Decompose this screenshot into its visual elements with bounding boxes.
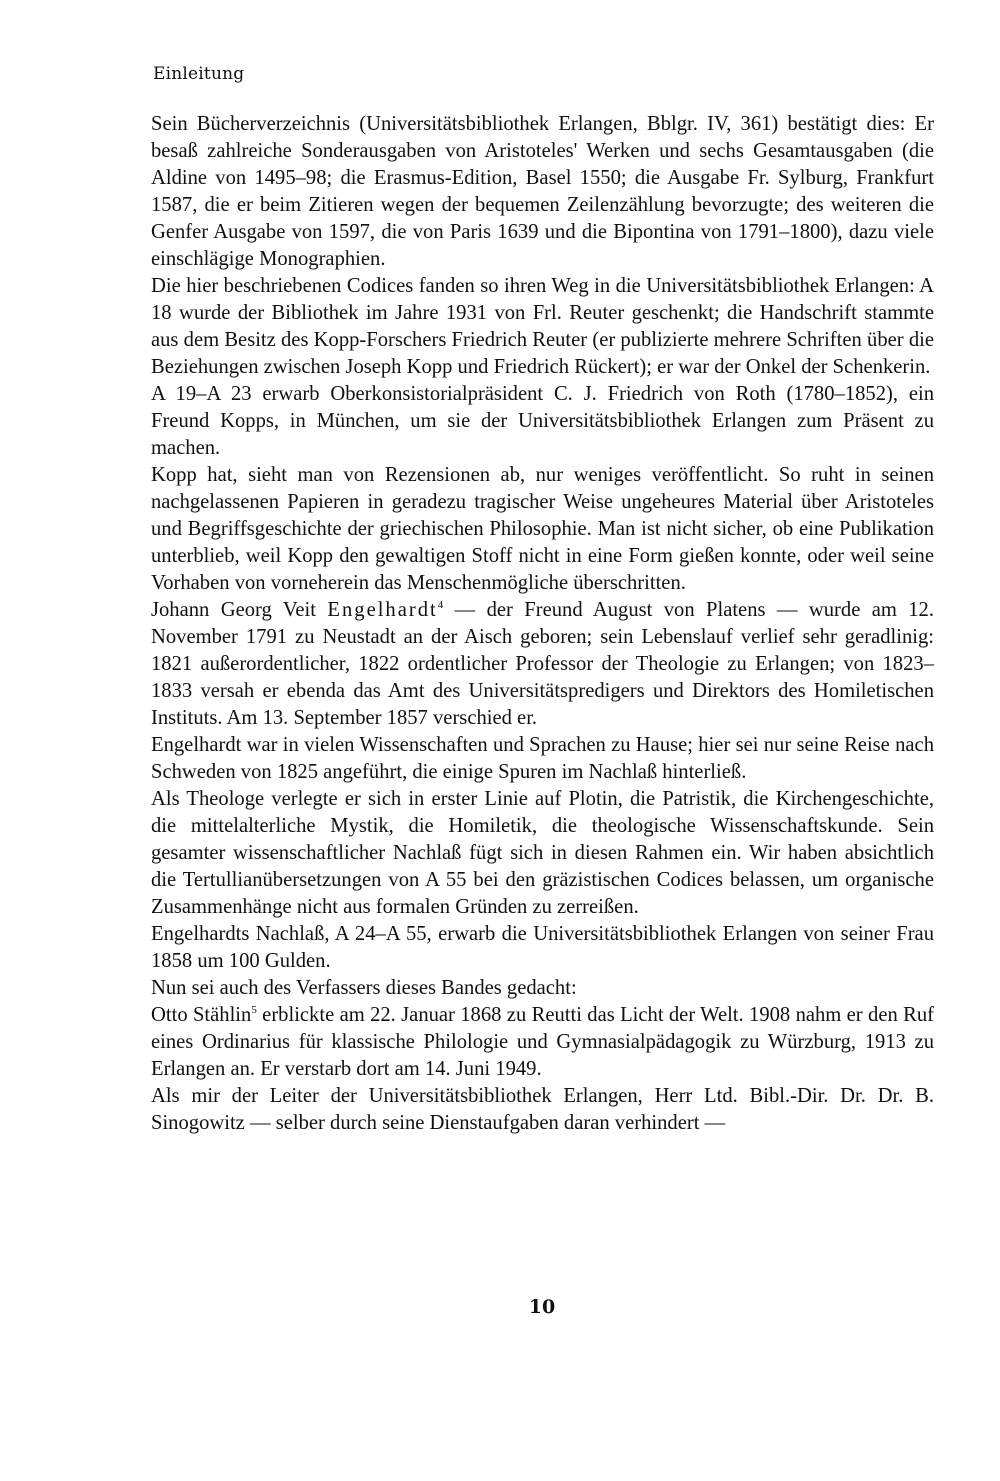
body-text: [151, 111, 934, 1137]
paragraph-engelhardt-travels: Engelhardt war in vielen Wissenschaften und Sprachen zu Hause; hier sei nur seine Reise nach Schweden von 1825 angeführt, die einige Spuren im Nachlaß hinterließ.: [151, 734, 934, 783]
paragraph-codices-provenance: Die hier beschriebenen Codices fanden so ihren Weg in die Universitätsbibliothek Erlangen: A 18 wurde der Bibliothek im Jahre 1931 von Frl. Reuter geschenkt; die Handschrift stammte aus dem Besitz des Kopp-Forschers Friedrich Reuter (er publizierte mehrere Schriften über die Beziehungen zwischen Joseph Kopp und Friedrich Rückert); er war der Onkel der Schenkerin.: [151, 275, 934, 378]
paragraph-engelhardt-theology: Als Theologe verlegte er sich in erster Linie auf Plotin, die Patristik, die Kirchengeschichte, die mittelalterliche Mystik, die Homiletik, die theologische Wissenschaftskunde. Sein gesamter wissenschaftlicher Nachlaß fügt sich in diesen Rahmen ein. Wir haben absichtlich die Tertullianübersetzungen von A 55 bei den gräzistischen Codices belassen, um organische Zusammenhänge nicht aus formalen Gründen zu zerreißen.: [151, 788, 934, 918]
paragraph-engelhardt-biography: [151, 597, 934, 732]
staehlin-rest: erblickte am 22. Januar 1868 zu Reutti das Licht der Welt. 1908 nahm er den Ruf eines Ordinarius für klassische Philologie und Gymnasialpädagogik zu Würzburg, 1913 zu Erlangen an. Er verstarb dort am 14. Juni 1949.: [151, 1004, 934, 1080]
engelhardt-lead: Johann Georg Veit: [151, 599, 328, 621]
footnote-marker[interactable]: 4: [437, 599, 444, 611]
paragraph-engelhardt-nachlass: Engelhardts Nachlaß, A 24–A 55, erwarb die Universitätsbibliothek Erlangen von seiner Frau 1858 um 100 Gulden.: [151, 923, 934, 972]
engelhardt-name: Engelhardt: [327, 599, 438, 621]
paragraph-library-director: Als mir der Leiter der Universitätsbibliothek Erlangen, Herr Ltd. Bibl.-Dir. Dr. Dr. B. Sinogowitz — selber durch seine Dienstaufgaben daran verhindert —: [151, 1085, 934, 1134]
paragraph-staehlin-biography: [151, 1002, 934, 1083]
page-number: 10: [528, 1296, 556, 1318]
running-head: Einleitung: [153, 64, 245, 84]
paragraph-roth-acquisition: A 19–A 23 erwarb Oberkonsistorialpräsident C. J. Friedrich von Roth (1780–1852), ein Freund Kopps, in München, um sie der Universitätsbibliothek Erlangen zum Präsent zu machen.: [151, 383, 934, 459]
paragraph-book-catalog: Sein Bücherverzeichnis (Universitätsbibliothek Erlangen, Bblgr. IV, 361) bestätigt dies: Er besaß zahlreiche Sonderausgaben von Aristoteles' Werken und sechs Gesamtausgaben (die Aldine von 1495–98; die Erasmus-Edition, Basel 1550; die Ausgabe Fr. Sylburg, Frankfurt 1587, die er beim Zitieren wegen der bequemen Zeilenzählung bevorzugte; des weiteren die Genfer Ausgabe von 1597, die von Paris 1639 und die Bipontina von 1791–1800), dazu viele einschlägige Monographien.: [151, 113, 934, 270]
staehlin-lead: Otto Stählin: [151, 1004, 252, 1026]
footnote-marker[interactable]: 5: [251, 1004, 257, 1016]
engelhardt-rest: — der Freund August von Platens — wurde am 12. November 1791 zu Neustadt an der Aisch geboren; sein Lebenslauf verlief sehr geradlinig: 1821 außerordentlicher, 1822 ordentlicher Professor der Theologie zu Erlangen; von 1823–1833 versah er ebenda das Amt des Universitätspredigers und Direktors des Homiletischen Instituts. Am 13. September 1857 verschied er.: [151, 599, 934, 729]
paragraph-kopp-legacy: Kopp hat, sieht man von Rezensionen ab, nur weniges veröffentlicht. So ruht in seinen nachgelassenen Papieren in geradezu tragischer Weise ungeheures Material über Aristoteles und Begriffsgeschichte der griechischen Philosophie. Man ist nicht sicher, ob eine Publikation unterblieb, weil Kopp den gewaltigen Stoff nicht in eine Form gießen konnte, oder weil seine Vorhaben von vorneherein das Menschenmögliche überschritten.: [151, 464, 934, 594]
paragraph-author-intro: Nun sei auch des Verfassers dieses Bandes gedacht:: [151, 977, 577, 999]
